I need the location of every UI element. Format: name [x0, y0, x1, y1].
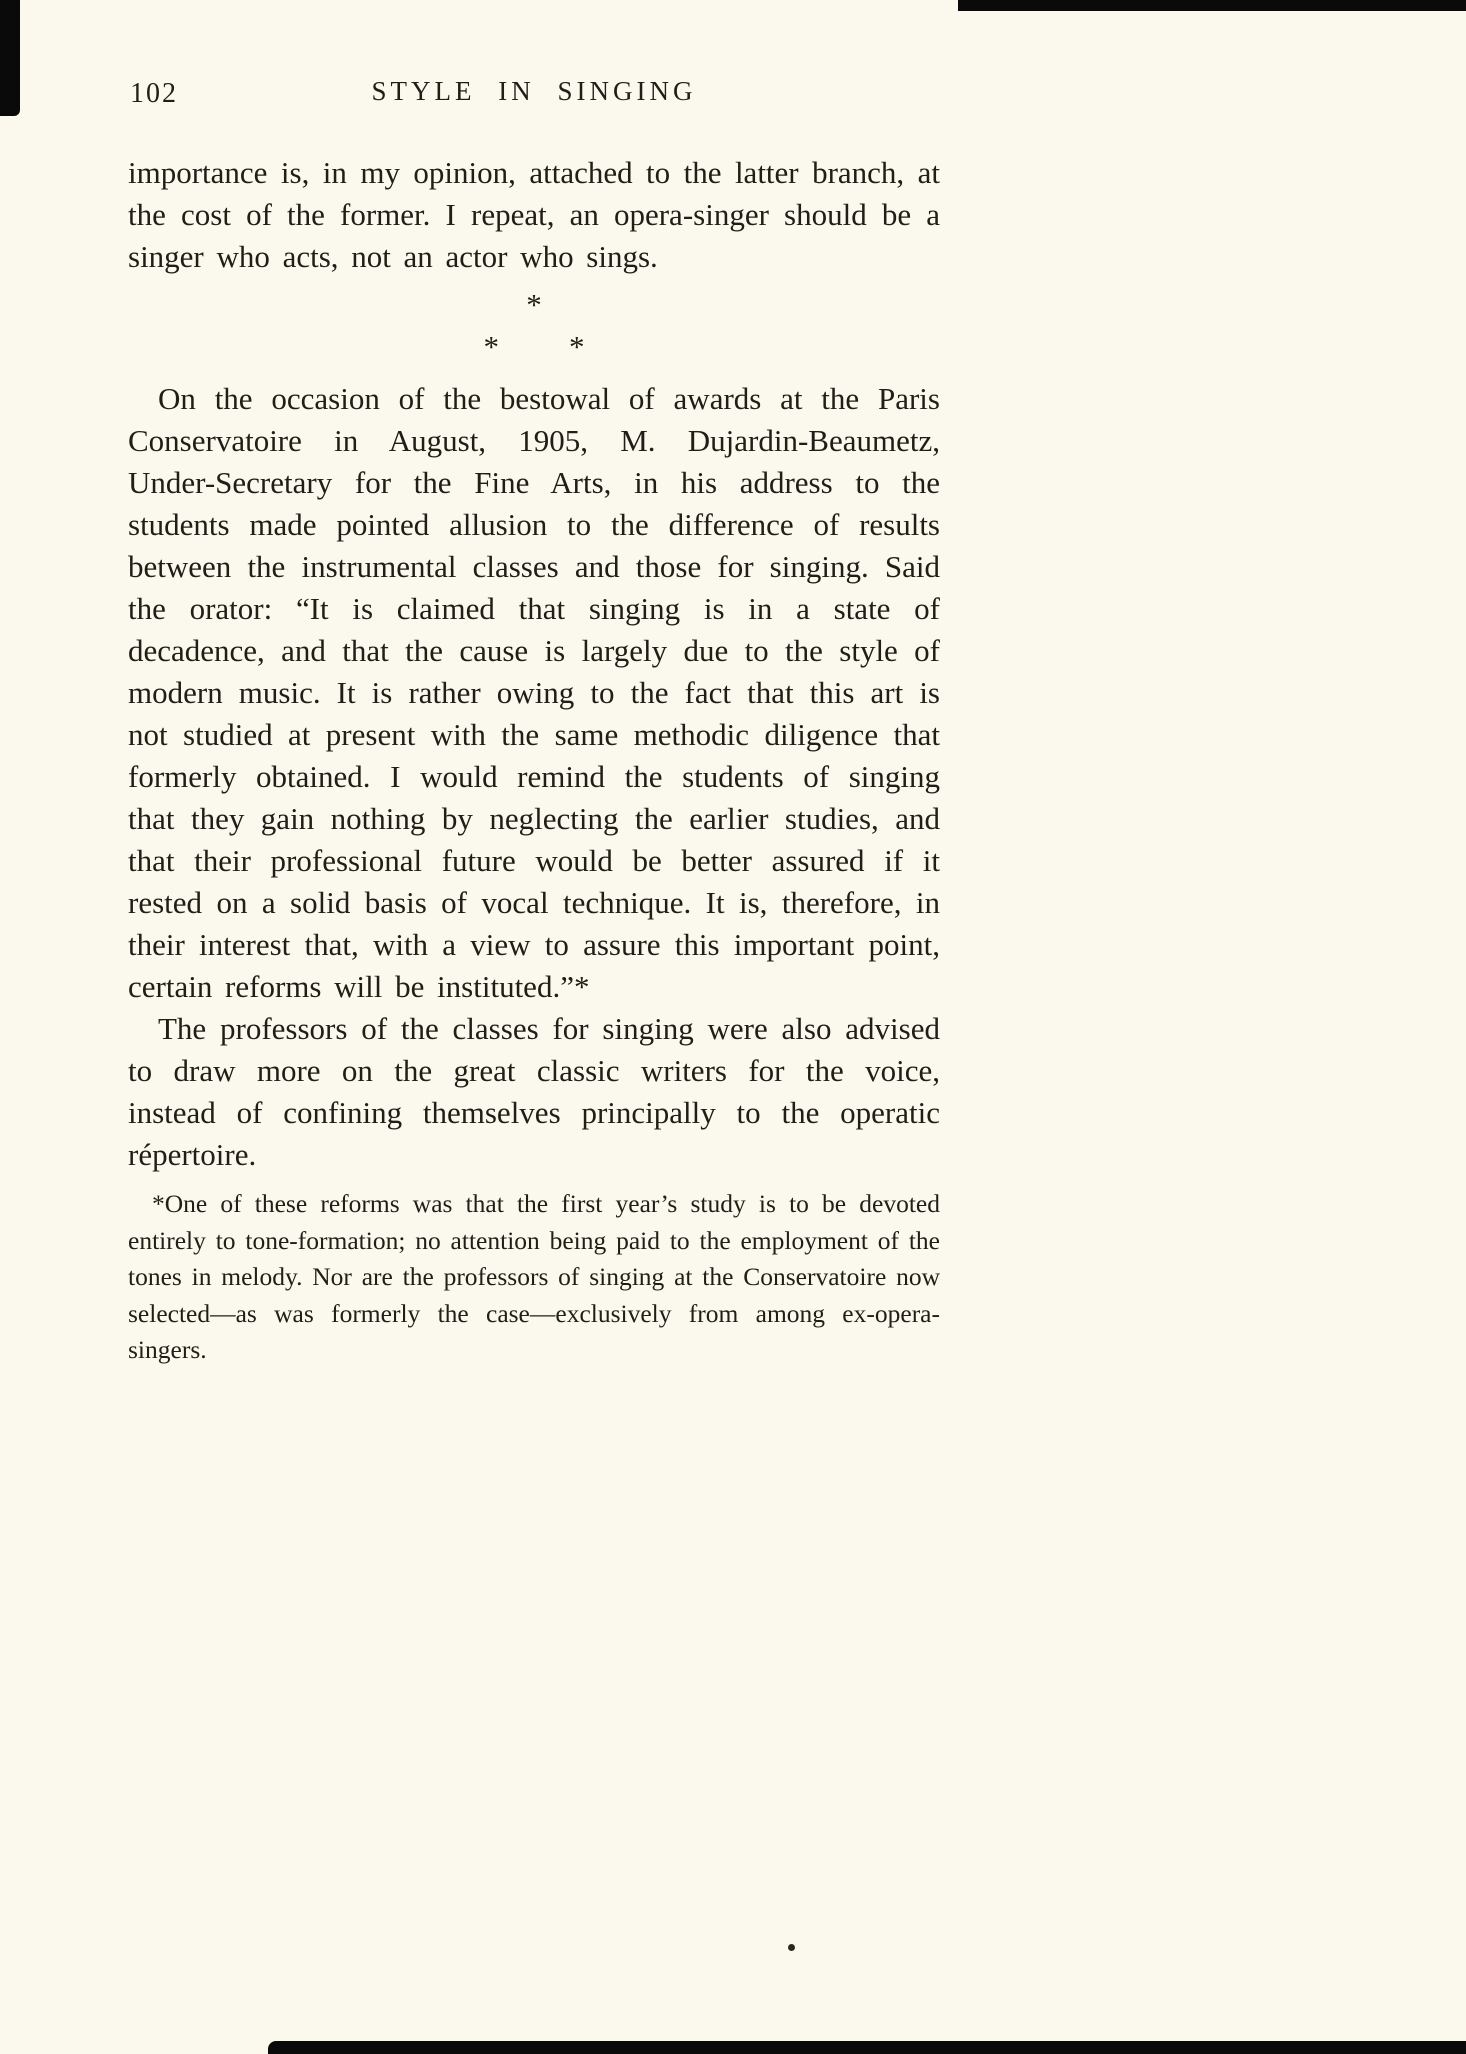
asterisk-separator — [128, 284, 940, 368]
page-number: 102 — [130, 78, 178, 109]
page-header — [128, 76, 940, 114]
asterisk-left: * — [483, 329, 499, 364]
book-page-text-block — [128, 76, 940, 1369]
scan-artifact-bottom-edge — [268, 2041, 1466, 2054]
asterisk-right: * — [569, 329, 585, 364]
paragraph-speech: On the occasion of the bestowal of awards at the Paris Conservatoire in August, 1905, M. Dujardin-Beaumetz, Under-Secretary for the Fine Arts, in his address to the students made pointed allusion to the difference of results between the instrumental classes and those for singing. Said the orator: “It is claimed that singing is in a state of decadence, and that the cause is largely due to the style of modern music. It is rather owing to the fact that this art is not studied at present with the same methodic diligence that formerly obtained. I would remind the students of singing that they gain nothing by neglecting the earlier studies, and that their professional future would be better assured if it rested on a solid basis of vocal technique. It is, therefore, in their interest that, with a view to assure this important point, certain reforms will be instituted.”* — [128, 381, 940, 1004]
paragraph-continuation: importance is, in my opinion, attached to the latter branch, at the cost of the former. I repeat, an opera-singer should be a singer who acts, not an actor who sings. — [128, 155, 940, 274]
asterisk-separator-top-row — [128, 284, 940, 326]
scan-artifact-top-edge — [958, 0, 1466, 11]
running-title: STYLE IN SINGING — [371, 76, 697, 106]
asterisk-top: * — [526, 287, 542, 322]
paragraph-professors: The professors of the classes for singing were also advised to draw more on the great classic writers for the voice, instead of confining themselves principally to the operatic répertoire. — [128, 1011, 940, 1172]
print-artifact-dot — [788, 1944, 795, 1951]
scan-artifact-left-edge — [0, 0, 20, 116]
asterisk-separator-bottom-row — [128, 326, 940, 368]
footnote: *One of these reforms was that the first year’s study is to be devoted entirely to tone-formation; no attention being paid to the employment of the tones in melody. Nor are the professors of singing at the Conservatoire now selected—as was formerly the case—exclusively from among ex-opera-singers. — [128, 1189, 940, 1364]
